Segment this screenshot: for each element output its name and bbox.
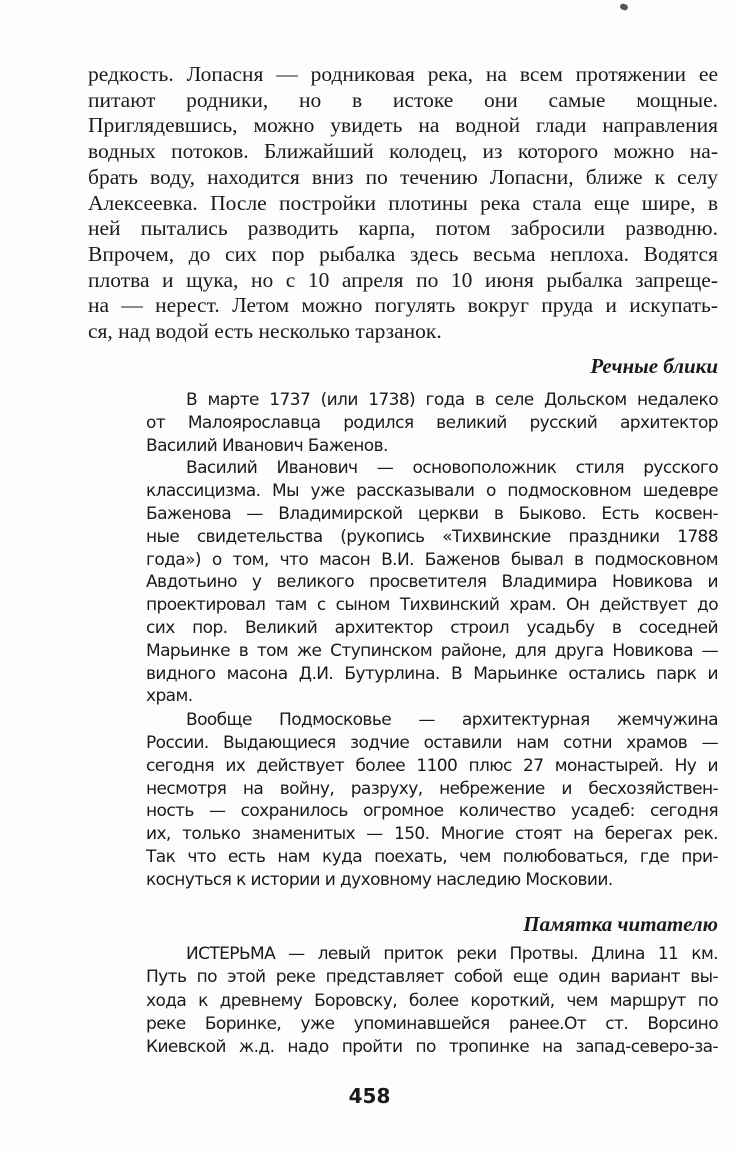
text-line: их, только знаменитых — 150. Многие стоят на берегах рек. xyxy=(146,824,718,845)
text-line: хода к древнему Боровску, более короткий, чем маршрут по xyxy=(146,990,718,1011)
section-heading: Речные блики xyxy=(590,354,718,378)
text-line: на — нерест. Летом можно погулять вокруг пруда и искупать- xyxy=(88,293,718,318)
text-line: Впрочем, до сих пор рыбалка здесь весьма неплоха. Водятся xyxy=(88,241,718,266)
text-line: Алексеевка. После постройки плотины река стала еще шире, в xyxy=(88,190,718,215)
text-line: сегодня их действует более 1100 плюс 27 монастырей. Ну и xyxy=(146,755,718,776)
text-line: В марте 1737 (или 1738) года в селе Дольском недалеко xyxy=(186,390,718,410)
text-line: коснуться к истории и духовному наследию Московии. xyxy=(146,869,613,890)
text-line: России. Выдающиеся зодчие оставили нам сотни храмов — xyxy=(146,733,718,753)
text-line: брать воду, находится вниз по течению Лопасни, ближе к селу xyxy=(88,164,718,189)
text-line: несмотря на войну, разруху, небрежение и бесхозяйствен- xyxy=(146,778,718,799)
text-line: Так что есть нам куда поехать, чем полюбоваться, где при- xyxy=(146,847,718,867)
text-line: проектировал там с сыном Тихвинский храм. Он действует до xyxy=(146,595,718,616)
text-line: года») о том, что масон В.И. Баженов бывал в подмосковном xyxy=(146,549,718,570)
text-line: редкость. Лопасня — родниковая река, на всем протяжении ее xyxy=(88,62,718,86)
text-line: классицизма. Мы уже рассказывали о подмосковном шедевре xyxy=(146,481,718,502)
text-line: видного масона Д.И. Бутурлина. В Марьинке остались парк и xyxy=(146,663,718,684)
text-line: Авдотьино у великого просветителя Владимира Новикова и xyxy=(146,572,718,593)
page-number: 458 xyxy=(348,1084,391,1108)
text-line: Василий Иванович — основоположник стиля русского xyxy=(186,458,718,479)
text-line: сих пор. Великий архитектор строил усадьбу в соседней xyxy=(146,618,718,638)
scan-speck xyxy=(619,3,629,11)
text-line: Приглядевшись, можно увидеть на водной глади направления xyxy=(88,113,718,138)
section-heading: Памятка читателю xyxy=(523,912,718,936)
text-line: плотва и щука, но с 10 апреля по 10 июня рыбалка запреще- xyxy=(88,267,718,292)
text-line: ней пытались разводить карпа, потом забросили разводню. xyxy=(88,216,718,241)
text-line: Киевской ж.д. надо пройти по тропинке на запад-северо-за- xyxy=(146,1037,718,1058)
text-line: храм. xyxy=(146,686,193,707)
text-line: Путь по этой реке представляет собой еще один вариант вы- xyxy=(146,967,718,988)
text-line: Баженова — Владимирской церкви в Быково. Есть косвен- xyxy=(146,504,718,524)
text-line: от Малоярославца родился великий русский архитектор xyxy=(146,412,718,433)
text-line: ИСТЕРЬМА — левый приток реки Протвы. Длина 11 км. xyxy=(186,944,718,964)
text-line: Вообще Подмосковье — архитектурная жемчужина xyxy=(186,710,718,731)
text-line: ность — сохранилось огромное количество усадеб: сегодня xyxy=(146,801,718,822)
text-line: реке Боринке, уже упоминавшейся ранее.От ст. Ворсино xyxy=(146,1013,718,1034)
text-line: водных потоков. Ближайший колодец, из которого можно на- xyxy=(88,139,718,164)
text-line: питают родники, но в истоке они самые мощные. xyxy=(88,87,718,112)
text-line: Василий Иванович Баженов. xyxy=(146,435,388,456)
text-line: ся, над водой есть несколько тарзанок. xyxy=(88,319,442,343)
text-line: Марьинке в том же Ступинском районе, для друга Новикова — xyxy=(146,640,718,661)
text-line: ные свидетельства (рукопись «Тихвинские праздники 1788 xyxy=(146,526,718,547)
